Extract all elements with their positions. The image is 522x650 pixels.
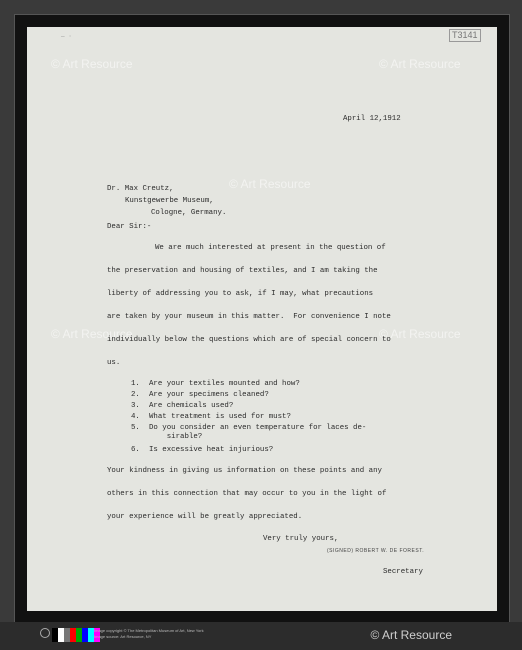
body-line: are taken by your museum in this matter. For convenience I note bbox=[107, 313, 391, 321]
question-number: 1. bbox=[131, 380, 140, 388]
body-line: Your kindness in giving us information on these points and any bbox=[107, 467, 382, 475]
question-text: Is excessive heat injurious? bbox=[149, 446, 274, 454]
recipient-line: Kunstgewerbe Museum, bbox=[125, 197, 214, 205]
recipient-line: Dr. Max Creutz, bbox=[107, 185, 174, 193]
question-text: Are your textiles mounted and how? bbox=[149, 380, 300, 388]
body-line: We are much interested at present in the question of bbox=[155, 244, 386, 252]
recipient-line: Cologne, Germany. bbox=[151, 209, 227, 217]
watermark: © Art Resource bbox=[51, 57, 133, 71]
source-credit: Image source: Art Resource, NY bbox=[94, 634, 152, 639]
question-text: Are your specimens cleaned? bbox=[149, 391, 269, 399]
watermark: © Art Resource bbox=[379, 57, 461, 71]
question-number: 2. bbox=[131, 391, 140, 399]
question-text: Are chemicals used? bbox=[149, 402, 234, 410]
watermark: © Art Resource bbox=[379, 327, 461, 341]
cc-icon bbox=[40, 628, 50, 638]
signatory-title: Secretary bbox=[383, 568, 423, 576]
body-line: your experience will be greatly appreciated. bbox=[107, 513, 303, 521]
letter-page bbox=[27, 27, 497, 611]
museum-credit: Image copyright © The Metropolitan Museum of Art, New York bbox=[94, 628, 204, 633]
art-resource-credit: © Art Resource bbox=[370, 628, 452, 642]
question-number: 3. bbox=[131, 402, 140, 410]
question-number: 5. bbox=[131, 424, 140, 432]
color-calibration-bar bbox=[52, 628, 100, 642]
body-line: liberty of addressing you to ask, if I may, what precautions bbox=[107, 290, 374, 298]
body-line: the preservation and housing of textiles, and I am taking the bbox=[107, 267, 378, 275]
image-credit-bar bbox=[0, 622, 522, 650]
question-number: 4. bbox=[131, 413, 140, 421]
question-text: Do you consider an even temperature for laces de- sirable? bbox=[149, 424, 367, 442]
catalog-number: T3141 bbox=[449, 29, 481, 42]
question-text: What treatment is used for must? bbox=[149, 413, 291, 421]
letter-date: April 12,1912 bbox=[343, 115, 401, 123]
signature-stamp: (SIGNED) ROBERT W. DE FOREST. bbox=[327, 548, 425, 554]
body-line: us. bbox=[107, 359, 121, 367]
salutation: Dear Sir:- bbox=[107, 223, 152, 231]
scan-frame bbox=[14, 14, 510, 624]
body-line: others in this connection that may occur to you in the light of bbox=[107, 490, 387, 498]
question-number: 6. bbox=[131, 446, 140, 454]
body-line: individually below the questions which are of special concern to bbox=[107, 336, 391, 344]
watermark: © Art Resource bbox=[229, 177, 311, 191]
pencil-mark: — · bbox=[61, 33, 72, 40]
closing: Very truly yours, bbox=[263, 535, 339, 543]
watermark: © Art Resource bbox=[51, 327, 133, 341]
